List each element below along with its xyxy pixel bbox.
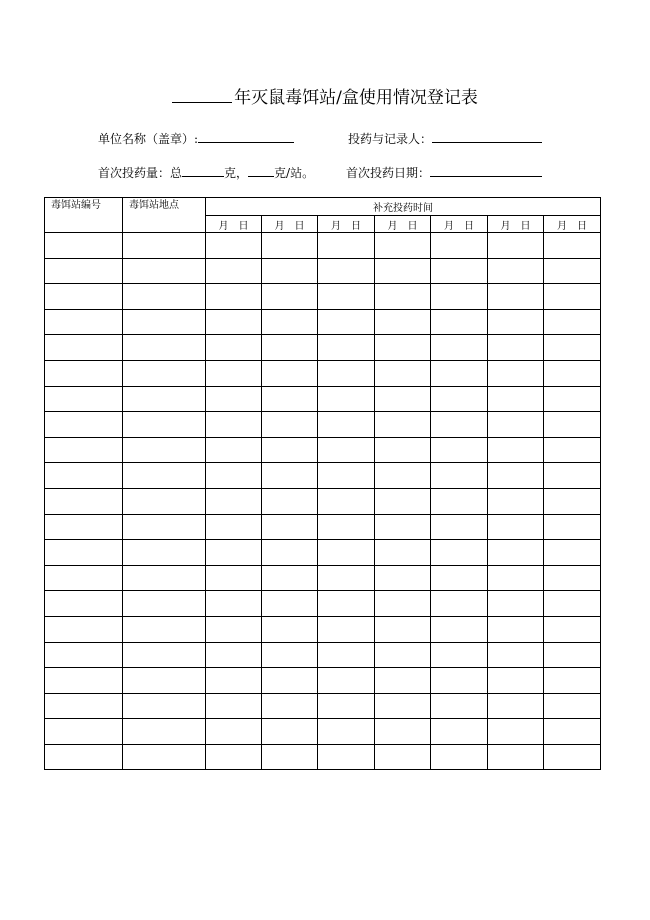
date-cell[interactable] <box>375 514 431 540</box>
date-cell[interactable] <box>206 616 262 642</box>
date-cell[interactable] <box>206 284 262 310</box>
date-cell[interactable] <box>544 514 601 540</box>
station-no-cell[interactable] <box>45 514 123 540</box>
date-cell[interactable] <box>375 642 431 668</box>
table-row <box>45 616 601 642</box>
table-row <box>45 463 601 489</box>
date-cell[interactable] <box>544 693 601 719</box>
date-cell[interactable] <box>375 565 431 591</box>
date-header-cell <box>318 216 375 233</box>
date-cell[interactable] <box>488 386 544 412</box>
table-row <box>45 514 601 540</box>
date-cell[interactable] <box>431 514 488 540</box>
date-cell[interactable] <box>544 335 601 361</box>
month-label: 月 <box>218 220 229 232</box>
location-cell[interactable] <box>123 335 206 361</box>
date-cell[interactable] <box>318 488 375 514</box>
day-label: 日 <box>351 220 361 232</box>
table-row <box>45 233 601 259</box>
location-cell[interactable] <box>123 565 206 591</box>
date-cell[interactable] <box>262 668 318 694</box>
date-cell[interactable] <box>431 693 488 719</box>
location-cell[interactable] <box>123 514 206 540</box>
date-cell[interactable] <box>318 233 375 259</box>
date-cell[interactable] <box>431 719 488 745</box>
station-no-cell[interactable] <box>45 488 123 514</box>
date-cell[interactable] <box>544 642 601 668</box>
table-row <box>45 719 601 745</box>
date-cell[interactable] <box>375 258 431 284</box>
date-cell[interactable] <box>206 463 262 489</box>
date-cell[interactable] <box>488 514 544 540</box>
date-cell[interactable] <box>544 719 601 745</box>
date-cell[interactable] <box>318 719 375 745</box>
station-no-cell[interactable] <box>45 540 123 566</box>
location-cell[interactable] <box>123 744 206 770</box>
date-cell[interactable] <box>206 719 262 745</box>
month-label: 月 <box>387 220 398 232</box>
date-cell[interactable] <box>431 463 488 489</box>
date-cell[interactable] <box>318 463 375 489</box>
table-row <box>45 309 601 335</box>
date-header-cell <box>544 216 601 233</box>
date-cell[interactable] <box>431 616 488 642</box>
recorder-blank[interactable] <box>432 130 542 143</box>
location-cell[interactable] <box>123 258 206 284</box>
station-no-cell[interactable] <box>45 258 123 284</box>
station-no-cell[interactable] <box>45 693 123 719</box>
date-cell[interactable] <box>431 540 488 566</box>
date-cell[interactable] <box>544 258 601 284</box>
station-no-cell[interactable] <box>45 284 123 310</box>
date-cell[interactable] <box>375 360 431 386</box>
date-cell[interactable] <box>318 258 375 284</box>
first-date-label: 首次投药日期： <box>346 166 431 180</box>
date-cell[interactable] <box>318 514 375 540</box>
table-row <box>45 258 601 284</box>
station-no-cell[interactable] <box>45 565 123 591</box>
day-label: 日 <box>238 220 249 232</box>
date-header-cell <box>431 216 488 233</box>
date-cell[interactable] <box>544 591 601 617</box>
date-cell[interactable] <box>488 719 544 745</box>
location-cell[interactable] <box>123 412 206 438</box>
col-location: 毒饵站地点 <box>123 198 206 233</box>
date-cell[interactable] <box>375 668 431 694</box>
table-row <box>45 335 601 361</box>
date-cell[interactable] <box>544 540 601 566</box>
station-no-cell[interactable] <box>45 591 123 617</box>
date-cell[interactable] <box>318 591 375 617</box>
date-cell[interactable] <box>318 642 375 668</box>
date-cell[interactable] <box>431 233 488 259</box>
location-cell[interactable] <box>123 437 206 463</box>
location-cell[interactable] <box>123 616 206 642</box>
col-station-no: 毒饵站编号 <box>45 198 123 233</box>
date-cell[interactable] <box>431 437 488 463</box>
date-cell[interactable] <box>375 386 431 412</box>
date-cell[interactable] <box>375 540 431 566</box>
date-cell[interactable] <box>318 360 375 386</box>
date-cell[interactable] <box>431 335 488 361</box>
date-cell[interactable] <box>488 335 544 361</box>
table-row <box>45 412 601 438</box>
first-dose-label: 首次投药量：总 <box>98 166 183 180</box>
date-cell[interactable] <box>431 565 488 591</box>
date-cell[interactable] <box>206 744 262 770</box>
date-cell[interactable] <box>488 565 544 591</box>
date-cell[interactable] <box>431 591 488 617</box>
date-cell[interactable] <box>488 642 544 668</box>
date-cell[interactable] <box>206 591 262 617</box>
date-cell[interactable] <box>318 565 375 591</box>
date-cell[interactable] <box>262 591 318 617</box>
table-row <box>45 360 601 386</box>
station-no-cell[interactable] <box>45 412 123 438</box>
date-cell[interactable] <box>488 488 544 514</box>
gram-per-station-unit: 克/站。 <box>274 166 315 180</box>
date-cell[interactable] <box>544 309 601 335</box>
day-label: 日 <box>464 220 474 232</box>
date-cell[interactable] <box>262 360 318 386</box>
station-no-cell[interactable] <box>45 386 123 412</box>
date-cell[interactable] <box>488 616 544 642</box>
table-row <box>45 540 601 566</box>
date-cell[interactable] <box>206 258 262 284</box>
first-date-field <box>346 164 542 181</box>
date-cell[interactable] <box>206 514 262 540</box>
station-no-cell[interactable] <box>45 744 123 770</box>
date-cell[interactable] <box>488 693 544 719</box>
date-cell[interactable] <box>375 335 431 361</box>
date-cell[interactable] <box>375 463 431 489</box>
location-cell[interactable] <box>123 642 206 668</box>
date-cell[interactable] <box>262 642 318 668</box>
location-cell[interactable] <box>123 463 206 489</box>
date-cell[interactable] <box>206 488 262 514</box>
station-no-cell[interactable] <box>45 335 123 361</box>
date-cell[interactable] <box>375 719 431 745</box>
total-grams-blank[interactable] <box>182 164 224 177</box>
month-label: 月 <box>500 220 511 232</box>
date-cell[interactable] <box>544 668 601 694</box>
date-cell[interactable] <box>375 488 431 514</box>
station-no-cell[interactable] <box>45 719 123 745</box>
date-cell[interactable] <box>318 309 375 335</box>
date-cell[interactable] <box>375 284 431 310</box>
date-cell[interactable] <box>262 258 318 284</box>
date-cell[interactable] <box>262 437 318 463</box>
day-label: 日 <box>577 220 588 232</box>
date-cell[interactable] <box>488 258 544 284</box>
table-row <box>45 693 601 719</box>
date-cell[interactable] <box>206 437 262 463</box>
location-cell[interactable] <box>123 309 206 335</box>
date-header-cell <box>488 216 544 233</box>
table-body <box>45 233 601 770</box>
date-cell[interactable] <box>375 233 431 259</box>
date-cell[interactable] <box>544 360 601 386</box>
date-cell[interactable] <box>488 668 544 694</box>
table-row <box>45 744 601 770</box>
unit-name-label: 单位名称（盖章）: <box>98 132 199 146</box>
col-supplement-time: 补充投药时间 <box>206 198 601 216</box>
date-cell[interactable] <box>488 284 544 310</box>
day-label: 日 <box>294 220 305 232</box>
date-cell[interactable] <box>318 744 375 770</box>
date-cell[interactable] <box>544 412 601 438</box>
date-cell[interactable] <box>375 309 431 335</box>
date-cell[interactable] <box>206 668 262 694</box>
table-row <box>45 488 601 514</box>
date-cell[interactable] <box>375 693 431 719</box>
date-cell[interactable] <box>488 309 544 335</box>
date-header-cell <box>262 216 318 233</box>
date-cell[interactable] <box>431 642 488 668</box>
date-cell[interactable] <box>488 437 544 463</box>
date-cell[interactable] <box>206 540 262 566</box>
location-cell[interactable] <box>123 668 206 694</box>
date-cell[interactable] <box>262 744 318 770</box>
date-cell[interactable] <box>206 386 262 412</box>
date-cell[interactable] <box>206 335 262 361</box>
page-title <box>0 86 650 109</box>
date-cell[interactable] <box>375 412 431 438</box>
date-cell[interactable] <box>431 668 488 694</box>
date-cell[interactable] <box>318 437 375 463</box>
location-cell[interactable] <box>123 719 206 745</box>
location-cell[interactable] <box>123 591 206 617</box>
table-row <box>45 437 601 463</box>
date-cell[interactable] <box>206 693 262 719</box>
table-row <box>45 386 601 412</box>
date-cell[interactable] <box>488 233 544 259</box>
date-cell[interactable] <box>262 463 318 489</box>
station-no-cell[interactable] <box>45 642 123 668</box>
date-cell[interactable] <box>544 233 601 259</box>
date-cell[interactable] <box>488 463 544 489</box>
recorder-label: 投药与记录人： <box>348 132 433 146</box>
table-row <box>45 642 601 668</box>
date-cell[interactable] <box>544 463 601 489</box>
date-cell[interactable] <box>488 744 544 770</box>
date-cell[interactable] <box>318 412 375 438</box>
date-cell[interactable] <box>544 616 601 642</box>
date-cell[interactable] <box>206 412 262 438</box>
location-cell[interactable] <box>123 386 206 412</box>
date-cell[interactable] <box>206 233 262 259</box>
date-cell[interactable] <box>431 309 488 335</box>
month-label: 月 <box>557 220 568 232</box>
date-cell[interactable] <box>318 668 375 694</box>
date-header-cell <box>375 216 431 233</box>
date-cell[interactable] <box>206 360 262 386</box>
date-cell[interactable] <box>262 514 318 540</box>
date-cell[interactable] <box>544 437 601 463</box>
date-cell[interactable] <box>262 233 318 259</box>
date-cell[interactable] <box>262 540 318 566</box>
location-cell[interactable] <box>123 233 206 259</box>
date-cell[interactable] <box>206 309 262 335</box>
station-no-cell[interactable] <box>45 309 123 335</box>
title-text: 年灭鼠毒饵站/盒使用情况登记表 <box>234 88 478 108</box>
date-cell[interactable] <box>431 258 488 284</box>
date-cell[interactable] <box>262 412 318 438</box>
date-cell[interactable] <box>375 744 431 770</box>
date-cell[interactable] <box>488 540 544 566</box>
station-no-cell[interactable] <box>45 616 123 642</box>
date-header-cell <box>206 216 262 233</box>
station-no-cell[interactable] <box>45 233 123 259</box>
date-cell[interactable] <box>488 591 544 617</box>
date-cell[interactable] <box>262 488 318 514</box>
date-cell[interactable] <box>262 386 318 412</box>
date-cell[interactable] <box>375 616 431 642</box>
gram-unit: 克， <box>224 166 249 180</box>
date-cell[interactable] <box>318 693 375 719</box>
day-label: 日 <box>407 220 418 232</box>
date-cell[interactable] <box>431 744 488 770</box>
station-no-cell[interactable] <box>45 463 123 489</box>
date-cell[interactable] <box>375 437 431 463</box>
year-blank[interactable] <box>172 86 232 103</box>
date-cell[interactable] <box>318 284 375 310</box>
date-cell[interactable] <box>262 309 318 335</box>
month-label: 月 <box>444 220 454 232</box>
station-no-cell[interactable] <box>45 668 123 694</box>
first-date-blank[interactable] <box>430 164 542 177</box>
month-label: 月 <box>331 220 341 232</box>
date-cell[interactable] <box>488 360 544 386</box>
location-cell[interactable] <box>123 540 206 566</box>
registration-table <box>44 197 601 770</box>
date-cell[interactable] <box>262 565 318 591</box>
date-cell[interactable] <box>431 386 488 412</box>
location-cell[interactable] <box>123 693 206 719</box>
date-cell[interactable] <box>262 284 318 310</box>
date-cell[interactable] <box>431 284 488 310</box>
date-cell[interactable] <box>431 488 488 514</box>
date-cell[interactable] <box>544 488 601 514</box>
table-row <box>45 565 601 591</box>
table-row <box>45 668 601 694</box>
station-no-cell[interactable] <box>45 360 123 386</box>
date-cell[interactable] <box>431 412 488 438</box>
station-no-cell[interactable] <box>45 437 123 463</box>
recorder-field <box>348 130 542 147</box>
date-cell[interactable] <box>262 335 318 361</box>
date-cell[interactable] <box>262 693 318 719</box>
location-cell[interactable] <box>123 360 206 386</box>
date-cell[interactable] <box>544 284 601 310</box>
location-cell[interactable] <box>123 488 206 514</box>
date-cell[interactable] <box>544 744 601 770</box>
per-station-grams-blank[interactable] <box>248 164 274 177</box>
date-cell[interactable] <box>544 386 601 412</box>
header-row <box>45 198 601 216</box>
date-cell[interactable] <box>318 540 375 566</box>
date-cell[interactable] <box>262 616 318 642</box>
day-label: 日 <box>520 220 531 232</box>
date-cell[interactable] <box>262 719 318 745</box>
table-row <box>45 591 601 617</box>
unit-name-field <box>98 130 294 147</box>
month-label: 月 <box>274 220 285 232</box>
date-cell[interactable] <box>206 642 262 668</box>
first-dose-field <box>98 164 314 181</box>
unit-name-blank[interactable] <box>198 130 294 143</box>
date-cell[interactable] <box>318 616 375 642</box>
date-cell[interactable] <box>318 386 375 412</box>
date-cell[interactable] <box>544 565 601 591</box>
date-cell[interactable] <box>488 412 544 438</box>
date-cell[interactable] <box>375 591 431 617</box>
location-cell[interactable] <box>123 284 206 310</box>
table-row <box>45 284 601 310</box>
date-cell[interactable] <box>318 335 375 361</box>
date-cell[interactable] <box>206 565 262 591</box>
date-cell[interactable] <box>431 360 488 386</box>
